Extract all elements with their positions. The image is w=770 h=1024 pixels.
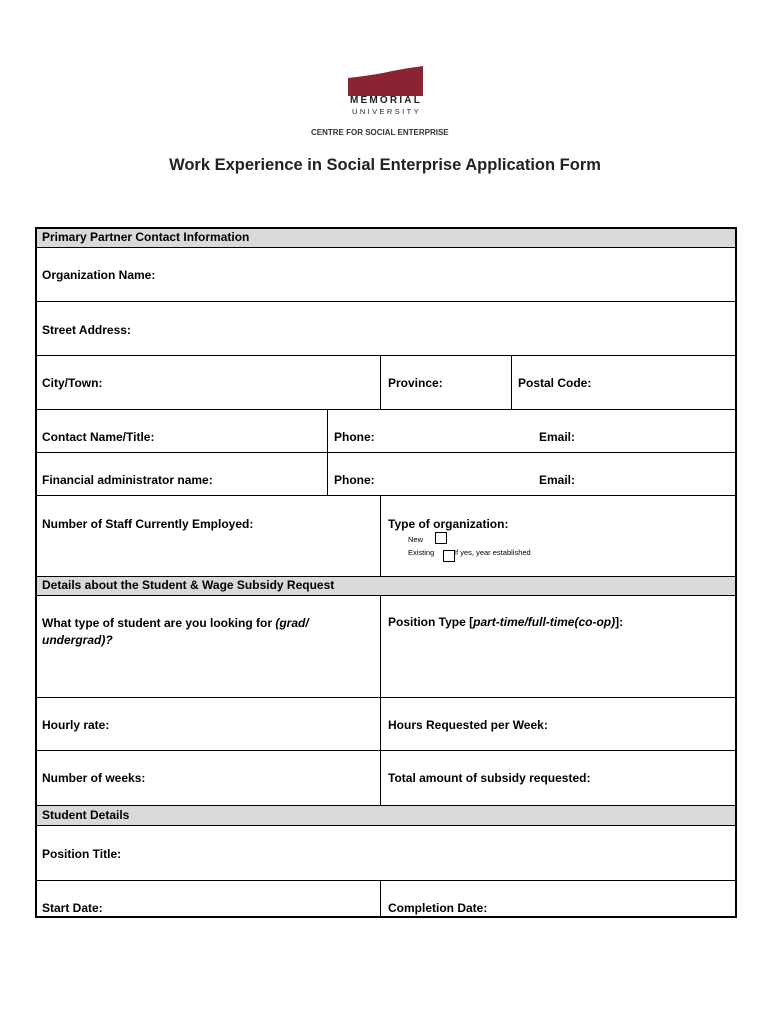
- divider: [37, 750, 735, 751]
- organization-name-label: Organization Name:: [42, 268, 156, 282]
- form-title: Work Experience in Social Enterprise Application Form: [169, 156, 601, 174]
- divider: [380, 495, 381, 576]
- financial-administrator-label: Financial administrator name:: [42, 473, 213, 487]
- hours-per-week-label: Hours Requested per Week:: [388, 718, 548, 732]
- divider: [380, 355, 381, 409]
- start-date-label: Start Date:: [42, 901, 103, 915]
- application-form: [35, 227, 737, 918]
- existing-option-label: Existing: [408, 548, 435, 557]
- divider: [380, 595, 381, 805]
- divider: [37, 880, 735, 881]
- position-title-label: Position Title:: [42, 847, 122, 861]
- new-checkbox[interactable]: [435, 532, 447, 544]
- contact-phone-label: Phone:: [334, 430, 375, 444]
- divider: [37, 452, 735, 453]
- divider: [37, 595, 735, 596]
- new-option-label: New: [408, 535, 424, 544]
- student-type-label: What type of student are you looking for (grad/ undergrad)?: [42, 616, 309, 647]
- logo-banner-icon: [346, 66, 424, 96]
- section-header-student: Student Details: [37, 806, 735, 825]
- contact-email-label: Email:: [539, 430, 576, 444]
- divider: [37, 825, 735, 826]
- section-header-subsidy: Details about the Student & Wage Subsidy Request: [37, 577, 735, 595]
- divider: [511, 355, 512, 409]
- section-header-partner: Primary Partner Contact Information: [37, 229, 735, 247]
- city-town-label: City/Town:: [42, 376, 103, 390]
- hourly-rate-label: Hourly rate:: [42, 718, 110, 732]
- contact-name-title-label: Contact Name/Title:: [42, 430, 155, 444]
- divider: [37, 301, 735, 302]
- completion-date-label: Completion Date:: [388, 901, 488, 915]
- divider: [37, 247, 735, 248]
- province-label: Province:: [388, 376, 443, 390]
- financial-email-label: Email:: [539, 473, 576, 487]
- number-of-weeks-label: Number of weeks:: [42, 771, 146, 785]
- financial-phone-label: Phone:: [334, 473, 375, 487]
- street-address-label: Street Address:: [42, 323, 131, 337]
- divider: [37, 495, 735, 496]
- postal-code-label: Postal Code:: [518, 376, 592, 390]
- year-established-label: If yes, year established: [454, 548, 531, 557]
- logo-text-memorial: MEMORIAL: [350, 95, 423, 106]
- divider: [37, 697, 735, 698]
- memorial-university-logo: [346, 66, 426, 116]
- staff-count-label: Number of Staff Currently Employed:: [42, 517, 254, 531]
- divider: [37, 409, 735, 410]
- divider: [380, 880, 381, 918]
- divider: [37, 355, 735, 356]
- total-subsidy-label: Total amount of subsidy requested:: [388, 771, 591, 785]
- centre-name: CENTRE FOR SOCIAL ENTERPRISE: [311, 128, 449, 137]
- logo-text-university: UNIVERSITY: [352, 107, 422, 116]
- position-type-label: Position Type [part-time/full-time(co-op)]:: [388, 615, 624, 629]
- organization-type-label: Type of organization:: [388, 517, 509, 531]
